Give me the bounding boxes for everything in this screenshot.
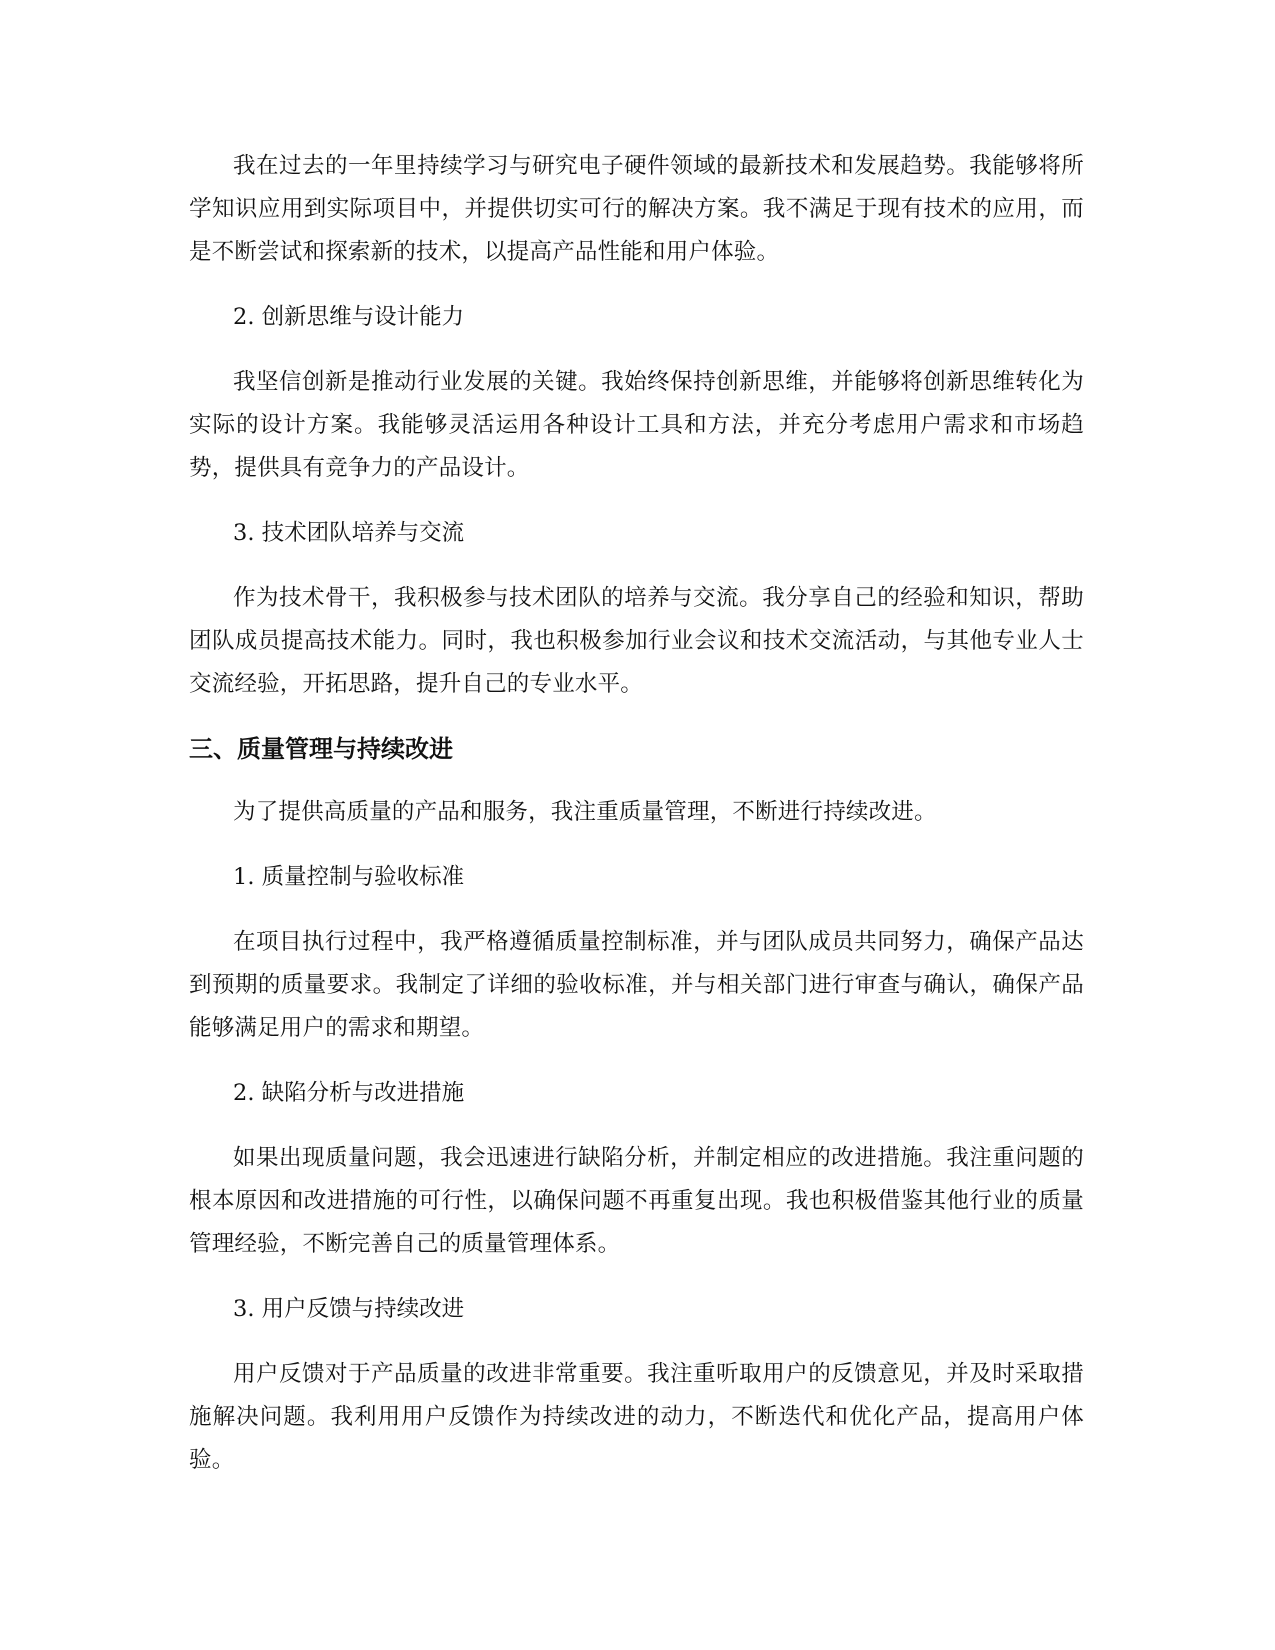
- paragraph-team-training: 作为技术骨干，我积极参与技术团队的培养与交流。我分享自己的经验和知识，帮助团队成员提高技术能力。同时，我也积极参加行业会议和技术交流活动，与其他专业人士交流经验，开拓思路，提升自己的专业水平。: [189, 585, 1084, 697]
- document-body: [189, 145, 1084, 1504]
- subheading-innovation: 2. 创新思维与设计能力: [233, 304, 465, 330]
- paragraph-quality-intro: 为了提供高质量的产品和服务，我注重质量管理，不断进行持续改进。: [233, 799, 937, 825]
- subheading-quality-control: 1. 质量控制与验收标准: [233, 864, 465, 890]
- paragraph-user-feedback: 用户反馈对于产品质量的改进非常重要。我注重听取用户的反馈意见，并及时采取措施解决问题。我利用用户反馈作为持续改进的动力，不断迭代和优化产品，提高用户体验。: [189, 1361, 1084, 1473]
- paragraph-defect-analysis: 如果出现质量问题，我会迅速进行缺陷分析，并制定相应的改进措施。我注重问题的根本原因和改进措施的可行性，以确保问题不再重复出现。我也积极借鉴其他行业的质量管理经验，不断完善自己的质量管理体系。: [189, 1145, 1084, 1257]
- subheading-defect-analysis: 2. 缺陷分析与改进措施: [233, 1080, 465, 1106]
- paragraph-quality-control: 在项目执行过程中，我严格遵循质量控制标准，并与团队成员共同努力，确保产品达到预期的质量要求。我制定了详细的验收标准，并与相关部门进行审查与确认，确保产品能够满足用户的需求和期望。: [189, 929, 1084, 1041]
- section-title-quality: 三、质量管理与持续改进: [189, 735, 453, 763]
- subheading-team-training: 3. 技术团队培养与交流: [233, 520, 465, 546]
- paragraph-innovation: 我坚信创新是推动行业发展的关键。我始终保持创新思维，并能够将创新思维转化为实际的设计方案。我能够灵活运用各种设计工具和方法，并充分考虑用户需求和市场趋势，提供具有竞争力的产品设计。: [189, 369, 1084, 481]
- paragraph-tech-learning: 我在过去的一年里持续学习与研究电子硬件领域的最新技术和发展趋势。我能够将所学知识应用到实际项目中，并提供切实可行的解决方案。我不满足于现有技术的应用，而是不断尝试和探索新的技术，以提高产品性能和用户体验。: [189, 153, 1084, 265]
- subheading-user-feedback: 3. 用户反馈与持续改进: [233, 1296, 465, 1322]
